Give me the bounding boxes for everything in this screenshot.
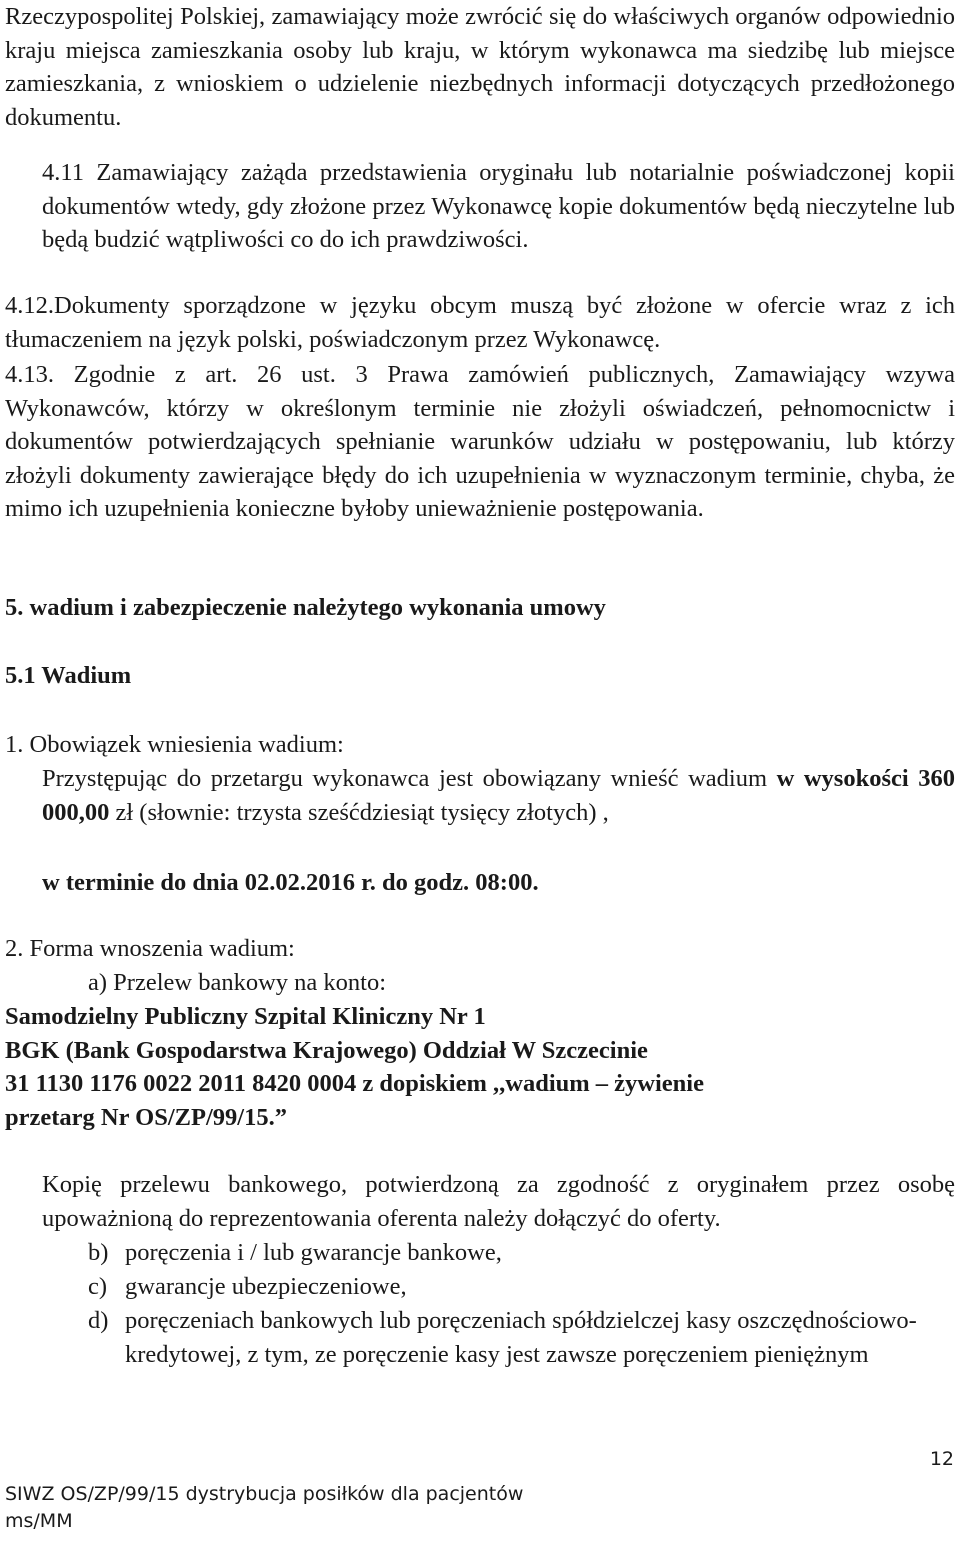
option-a: a) Przelew bankowy na konto:	[88, 969, 386, 996]
copy-note: Kopię przelewu bankowego, potwierdzoną za zgodność z oryginałem przez osobę upoważnioną do reprezentowania oferenta należy dołączyć do oferty.	[42, 1171, 955, 1232]
paragraph-4-12: 4.12.Dokumenty sporządzone w języku obcym muszą być złożone w ofercie wraz z ich tłumaczeniem na język polski, poświadczonym przez Wykonawcę.	[5, 292, 955, 353]
item-1-text: Przystępując do przetargu wykonawca jest obowiązany wnieść wadium w wysokości 360 000,00 zł (słownie: trzysta sześćdziesiąt tysięcy złotych) ,	[42, 765, 955, 826]
page-number: 12	[929, 1448, 954, 1470]
wadium-amount: wysokości 360 000,00	[42, 765, 955, 826]
bank-name: Samodzielny Publiczny Szpital Kliniczny Nr 1	[5, 1003, 486, 1030]
page-footer	[5, 1481, 523, 1535]
paragraph-4-11: 4.11 Zamawiający zażąda przedstawienia oryginału lub notarialnie poświadczonej kopii dokumentów wtedy, gdy złożone przez Wykonawcę kopie dokumentów będą nieczytelne lub będą budzić wątpliwości co do ich prawdziwości.	[42, 159, 955, 253]
footer-line-1: SIWZ OS/ZP/99/15 dystrybucja posiłków dla pacjentów	[5, 1483, 524, 1505]
deadline: w terminie do dnia 02.02.2016 r. do godz. 08:00.	[42, 869, 539, 896]
list-item-d: d) poręczeniach bankowych lub poręczeniach spółdzielczej kasy oszczędnościowo-kredytowej, z tym, ze poręczenie kasy jest zawsze poręczeniem pieniężnym	[88, 1307, 917, 1368]
paragraph-intro: Rzeczypospolitej Polskiej, zamawiający może zwrócić się do właściwych organów odpowiednio kraju miejsca zamieszkania osoby lub kraju, w którym wykonawca ma siedzibę lub miejsce zamieszkania, z wnioskiem o udzielenie niezbędnych informacji dotyczących przedłożonego dokumentu.	[5, 3, 955, 131]
paragraph-4-13: 4.13. Zgodnie z art. 26 ust. 3 Prawa zamówień publicznych, Zamawiający wzywa Wykonawców, którzy w określonym terminie nie złożyli oświadczeń, pełnomocnictw i dokumentów potwierdzających spełnianie warunków udziału w postępowaniu, lub którzy złożyli dokumenty zawierające błędy do ich uzupełnienia w wyznaczonym terminie, chyba, że mimo ich uzupełnienia konieczne byłoby unieważnienie postępowania.	[5, 361, 955, 522]
bank-branch: BGK (Bank Gospodarstwa Krajowego) Oddział W Szczecinie	[5, 1037, 648, 1064]
tender-reference: przetarg Nr OS/ZP/99/15.”	[5, 1104, 287, 1131]
section-5-heading: 5. wadium i zabezpieczenie należytego wykonania umowy	[5, 594, 606, 621]
list-item-b: b) poręczenia i / lub gwarancje bankowe,	[88, 1239, 502, 1266]
footer-line-2: ms/MM	[5, 1510, 73, 1532]
list-item-c: c) gwarancje ubezpieczeniowe,	[88, 1273, 407, 1300]
bank-account: 31 1130 1176 0022 2011 8420 0004 z dopiskiem ,,wadium – żywienie	[5, 1070, 704, 1097]
section-5-1-heading: 5.1 Wadium	[5, 662, 132, 689]
item-2-title: 2. Forma wnoszenia wadium:	[5, 935, 295, 962]
item-1-title: 1. Obowiązek wniesienia wadium:	[5, 731, 344, 758]
